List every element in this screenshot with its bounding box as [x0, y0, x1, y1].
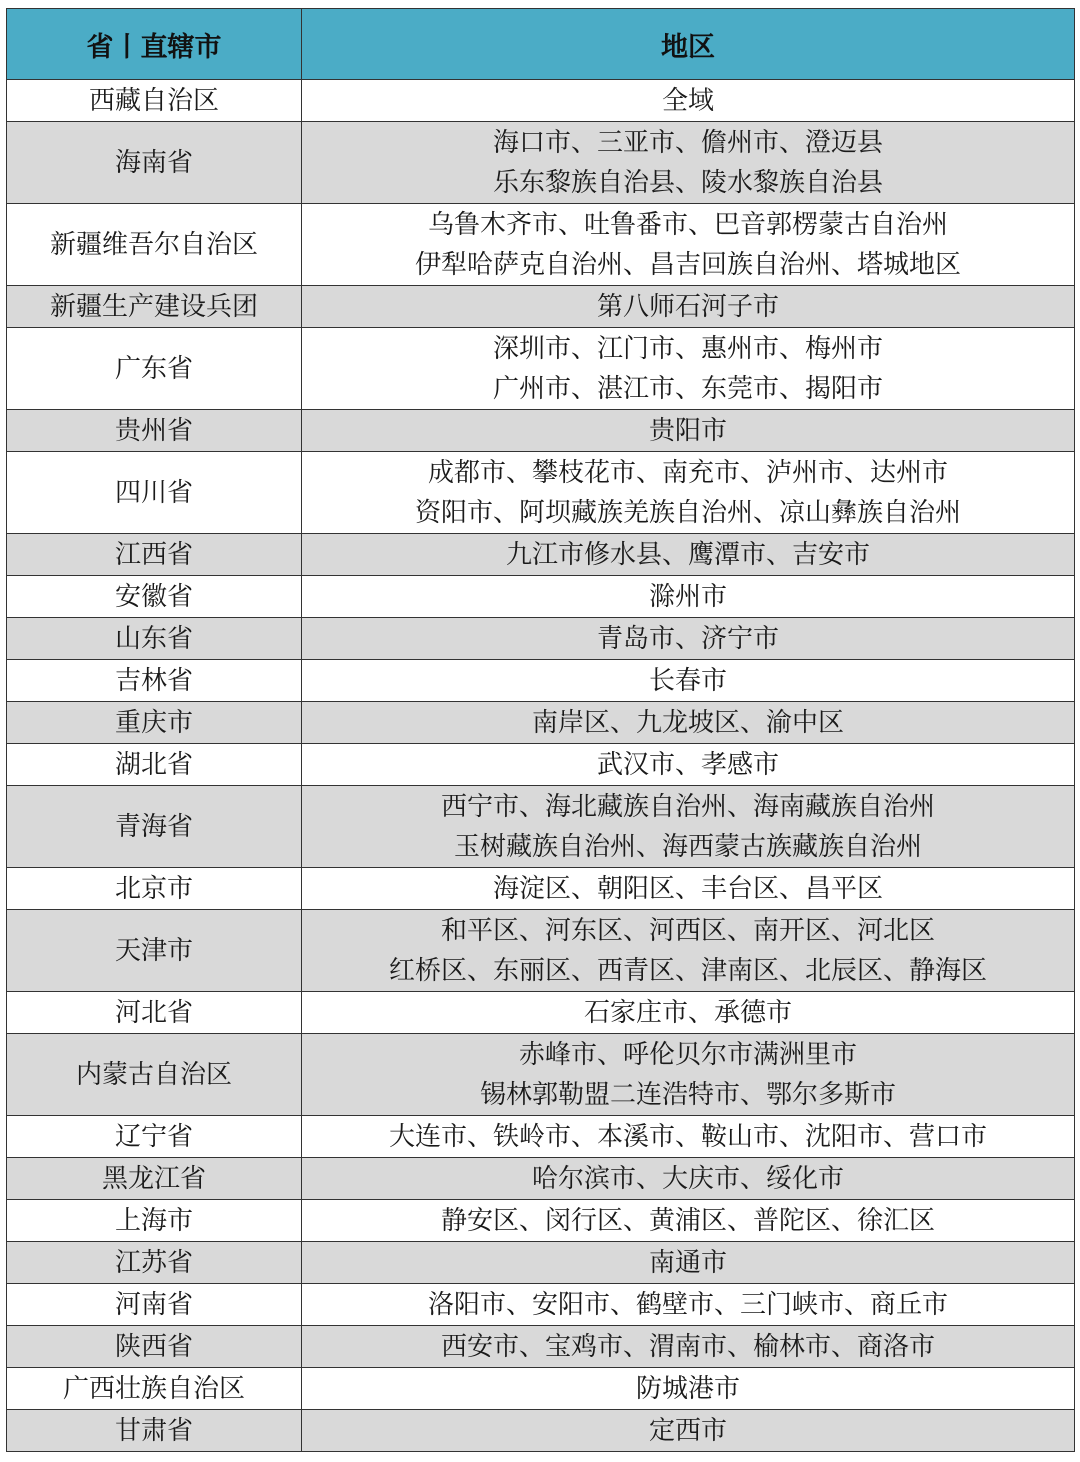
table-body — [7, 80, 1075, 1452]
regions-cell — [302, 80, 1075, 122]
regions-cell — [302, 618, 1075, 660]
regions-cell — [302, 534, 1075, 576]
region-line: 海淀区、朝阳区、丰台区、昌平区 — [492, 873, 883, 904]
region-line: 武汉市、孝感市 — [596, 749, 779, 780]
table-row — [7, 286, 1075, 328]
province-cell: 河南省 — [7, 1284, 302, 1326]
region-line: 全域 — [661, 85, 714, 116]
regions-cell — [302, 1368, 1075, 1410]
province-cell: 上海市 — [7, 1200, 302, 1242]
regions-cell — [302, 910, 1075, 992]
province-cell: 内蒙古自治区 — [7, 1034, 302, 1116]
regions-cell — [302, 1410, 1075, 1452]
header-province: 省丨直辖市 — [7, 9, 302, 80]
region-line: 石家庄市、承德市 — [583, 997, 792, 1028]
regions-cell — [302, 1116, 1075, 1158]
table-row — [7, 534, 1075, 576]
region-line: 西宁市、海北藏族自治州、海南藏族自治州 — [440, 791, 935, 822]
region-line: 广州市、湛江市、东莞市、揭阳市 — [492, 373, 883, 404]
region-line: 洛阳市、安阳市、鹤壁市、三门峡市、商丘市 — [427, 1289, 948, 1320]
table-row — [7, 618, 1075, 660]
region-line: 西安市、宝鸡市、渭南市、榆林市、商洛市 — [440, 1331, 935, 1362]
table-row — [7, 1158, 1075, 1200]
regions-cell — [302, 286, 1075, 328]
table-row — [7, 744, 1075, 786]
region-line: 赤峰市、呼伦贝尔市满洲里市 — [518, 1039, 857, 1070]
regions-cell — [302, 702, 1075, 744]
region-line: 南岸区、九龙坡区、渝中区 — [531, 707, 844, 738]
region-line: 防城港市 — [635, 1373, 740, 1404]
table-row — [7, 452, 1075, 534]
regions-cell — [302, 1284, 1075, 1326]
province-cell: 新疆维吾尔自治区 — [7, 204, 302, 286]
province-cell: 辽宁省 — [7, 1116, 302, 1158]
region-line: 定西市 — [648, 1415, 727, 1446]
table-row — [7, 1034, 1075, 1116]
province-cell: 广东省 — [7, 328, 302, 410]
regions-cell — [302, 410, 1075, 452]
province-cell: 西藏自治区 — [7, 80, 302, 122]
regions-cell — [302, 1034, 1075, 1116]
region-line: 长春市 — [648, 665, 727, 696]
province-cell: 四川省 — [7, 452, 302, 534]
table-row — [7, 1116, 1075, 1158]
region-line: 伊犁哈萨克自治州、昌吉回族自治州、塔城地区 — [414, 249, 961, 280]
table-row — [7, 1284, 1075, 1326]
region-line: 乐东黎族自治县、陵水黎族自治县 — [492, 167, 883, 198]
region-line: 海口市、三亚市、儋州市、澄迈县 — [492, 127, 883, 158]
regions-cell — [302, 660, 1075, 702]
province-cell: 海南省 — [7, 122, 302, 204]
province-cell: 广西壮族自治区 — [7, 1368, 302, 1410]
province-cell: 河北省 — [7, 992, 302, 1034]
province-cell: 湖北省 — [7, 744, 302, 786]
table-row — [7, 410, 1075, 452]
region-line: 锡林郭勒盟二连浩特市、鄂尔多斯市 — [479, 1079, 896, 1110]
region-line: 乌鲁木齐市、吐鲁番市、巴音郭楞蒙古自治州 — [427, 209, 948, 240]
region-line: 玉树藏族自治州、海西蒙古族藏族自治州 — [453, 831, 922, 862]
regions-cell — [302, 1242, 1075, 1284]
province-cell: 江苏省 — [7, 1242, 302, 1284]
region-line: 资阳市、阿坝藏族羌族自治州、凉山彝族自治州 — [414, 497, 961, 528]
region-line: 青岛市、济宁市 — [596, 623, 779, 654]
regions-cell — [302, 786, 1075, 868]
province-cell: 山东省 — [7, 618, 302, 660]
province-cell: 陕西省 — [7, 1326, 302, 1368]
table-row — [7, 80, 1075, 122]
province-cell: 安徽省 — [7, 576, 302, 618]
region-line: 大连市、铁岭市、本溪市、鞍山市、沈阳市、营口市 — [388, 1121, 987, 1152]
table-row — [7, 328, 1075, 410]
regions-cell — [302, 868, 1075, 910]
province-cell: 青海省 — [7, 786, 302, 868]
regions-cell — [302, 452, 1075, 534]
province-cell: 黑龙江省 — [7, 1158, 302, 1200]
table-row — [7, 660, 1075, 702]
regions-cell — [302, 1158, 1075, 1200]
table-row — [7, 576, 1075, 618]
regions-cell — [302, 204, 1075, 286]
table-row — [7, 1368, 1075, 1410]
province-cell: 甘肃省 — [7, 1410, 302, 1452]
table-row — [7, 122, 1075, 204]
province-cell: 新疆生产建设兵团 — [7, 286, 302, 328]
region-line: 贵阳市 — [648, 415, 727, 446]
region-line: 和平区、河东区、河西区、南开区、河北区 — [440, 915, 935, 946]
region-line: 南通市 — [648, 1247, 727, 1278]
province-cell: 天津市 — [7, 910, 302, 992]
regions-cell — [302, 992, 1075, 1034]
table-row — [7, 1200, 1075, 1242]
table-row — [7, 702, 1075, 744]
table-row — [7, 1326, 1075, 1368]
region-line: 红桥区、东丽区、西青区、津南区、北辰区、静海区 — [388, 955, 987, 986]
table-row — [7, 1242, 1075, 1284]
regions-cell — [302, 1200, 1075, 1242]
regions-cell — [302, 576, 1075, 618]
regions-cell — [302, 122, 1075, 204]
regions-cell — [302, 1326, 1075, 1368]
table-header-row — [7, 9, 1075, 80]
table-row — [7, 786, 1075, 868]
region-line: 静安区、闵行区、黄浦区、普陀区、徐汇区 — [440, 1205, 935, 1236]
table-row — [7, 992, 1075, 1034]
regions-cell — [302, 744, 1075, 786]
region-line: 滁州市 — [648, 581, 727, 612]
province-cell: 北京市 — [7, 868, 302, 910]
province-cell: 贵州省 — [7, 410, 302, 452]
regions-cell — [302, 328, 1075, 410]
region-line: 深圳市、江门市、惠州市、梅州市 — [492, 333, 883, 364]
table-row — [7, 868, 1075, 910]
region-line: 第八师石河子市 — [596, 291, 779, 322]
province-cell: 吉林省 — [7, 660, 302, 702]
province-cell: 江西省 — [7, 534, 302, 576]
table-row — [7, 910, 1075, 992]
table-row — [7, 204, 1075, 286]
region-line: 九江市修水县、鹰潭市、吉安市 — [505, 539, 870, 570]
header-regions: 地区 — [302, 9, 1075, 80]
province-cell: 重庆市 — [7, 702, 302, 744]
region-table-container — [6, 8, 1074, 1452]
region-table — [6, 8, 1075, 1452]
table-row — [7, 1410, 1075, 1452]
region-line: 哈尔滨市、大庆市、绥化市 — [531, 1163, 844, 1194]
region-line: 成都市、攀枝花市、南充市、泸州市、达州市 — [427, 457, 948, 488]
